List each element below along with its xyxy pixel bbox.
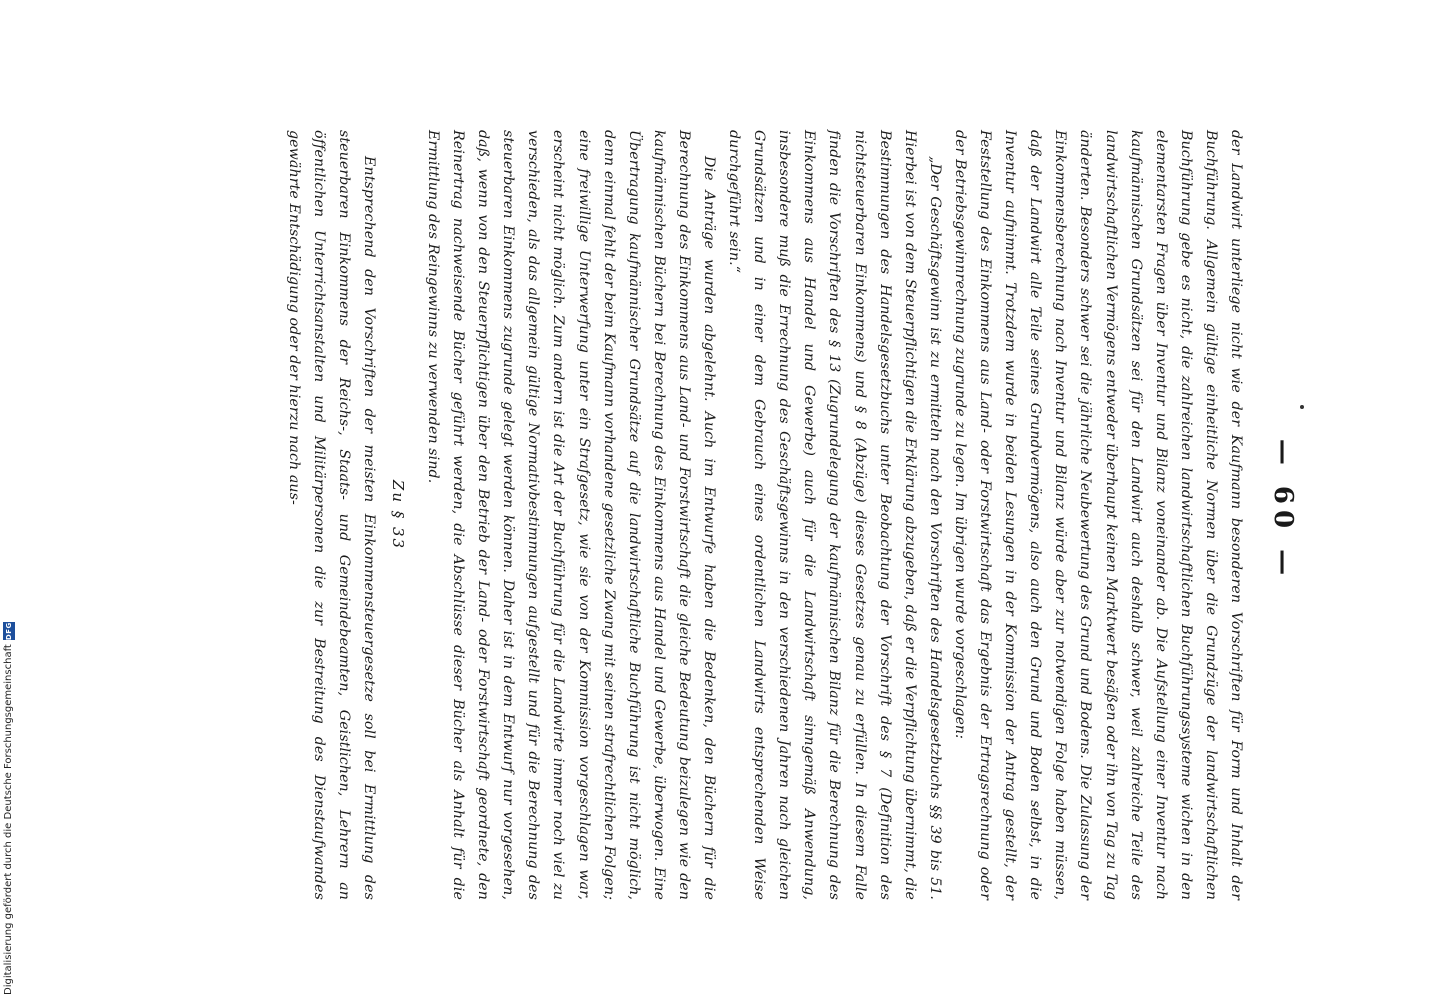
paragraph-2: „Der Geschäftsgewinn ist zu ermitteln nach den Vorschriften des Handelsgesetzbuchs §§ 39 bis 51. Hierbei ist von dem Steuerpflichtigen die Erklärung abzugeben, daß er die Verpflichtung übernimmt, die Bestimmungen des Handelsgesetzbuchs unter Beobachtung der Vorschrift des § 7 (Definition des nichtsteuerbaren Einkommens) und § 8 (Abzüge) dieses Gesetzes genau zu erfüllen. In diesem Falle finden die Vorschriften des § 13 (Zugrundelegung der kaufmännischen Bilanz für die Berechnung des Einkommens aus Handel und Gewerbe) auch für die Landwirtschaft sinngemäß Anwendung, insbesondere muß die Errechnung des Geschäftsgewinns in den verschiedenen Jahren nach gleichen Grundsätzen und in einer dem Gebrauch eines ordentlichen Landwirts entsprechenden Weise durchgeführt sein.“	[726, 130, 943, 900]
section-heading: Zu § 33	[388, 479, 407, 551]
body-text	[280, 130, 1248, 900]
credit-text: Digitalisierung gefördert durch die Deutsche Forschungsgemeinschaft	[3, 644, 14, 995]
paragraph-3: Die Anträge wurden abgelehnt. Auch im Entwurfe haben die Bedenken, den Büchern für die Berechnung des Einkommens aus Land- und Forstwirtschaft die gleiche Bedeutung beizulegen wie den kaufmännischen Büchern bei Berechnung des Einkommens aus Handel und Gewerbe, überwogen. Eine Übertragung kaufmännischer Grundsätze auf die landwirtschaftliche Buchführung ist nicht möglich, denn einmal fehlt der beim Kaufmann vorhandene gesetzliche Zwang mit seinen strafrechtlichen Folgen; eine freiwillige Unterwerfung unter ein Strafgesetz, wie sie von der Kommission vorgeschlagen war, erscheint nicht möglich. Zum andern ist die Art der Buchführung für die Landwirte immer noch viel zu verschieden, als das allgemein gültige Normativbestimmungen aufgestellt und für die Berechnung des steuerbaren Einkommens zugrunde gelegt werden können. Daher ist in dem Entwurf nur vorgesehen, daß, wenn von den Steuerpflichtigen über den Betrieb der Land- oder Forstwirtschaft geordnete, den Reinertrag nachweisende Bücher geführt werden, die Abschlüsse dieser Bücher als Anhalt für die Ermittlung des Reingewinns zu verwenden sind.	[425, 130, 718, 900]
digitization-credit	[2, 605, 18, 995]
section-paragraph: Entsprechend den Vorschriften der meisten Einkommensteuergesetze soll bei Ermittlung des steuerbaren Einkommens der Reichs-, Staats- und Gemeindebeamten, Geistlichen, Lehrern an öffentlichen Unterrichtsanstalten und Militärpersonen die zur Bestreitung des Dienstaufwandes gewährte Entschädigung oder der hierzu nach aus-	[285, 130, 377, 900]
ink-dot	[1300, 405, 1304, 409]
scanned-page	[138, 100, 1318, 920]
page-number: — 60 —	[1268, 438, 1298, 582]
dfg-logo-icon: DFG	[5, 622, 13, 641]
paragraph-1: der Landwirt unterliege nicht wie der Kaufmann besonderen Vorschriften für Form und Inhalt der Buchführung. Allgemein gültige einheitliche Normen über die Grundzüge der landwirtschaftlichen Buchführung gebe es nicht, die zahlreichen landwirtschaftlichen Buchführungssysteme wichen in den elementarsten Fragen über Inventur und Bilanz voneinander ab. Die Aufstellung einer Inventur nach kaufmännischen Grundsätzen sei für den Landwirt auch deshalb schwer, weil zahlreiche Teile des landwirtschaftlichen Vermögens entweder überhaupt keinen Marktwert besäßen oder ihn von Tag zu Tag änderten. Besonders schwer sei die jährliche Neubewertung des Grund und Bodens. Die Zulassung der Einkommensberechnung nach Inventur und Bilanz würde aber zur notwendigen Folge haben müssen, daß der Landwirt alle Teile seines Grundvermögens, also auch den Grund und Boden selbst, in die Inventur aufnimmt. Trotzdem wurde in beiden Lesungen in der Kommission der Antrag gestellt, der Feststellung des Einkommens aus Land- oder Forstwirtschaft das Ergebnis der Ertragsrechnung oder der Betriebsgewinnrechnung zugrunde zu legen. Im übrigen wurde vorgeschlagen:	[951, 130, 1244, 900]
